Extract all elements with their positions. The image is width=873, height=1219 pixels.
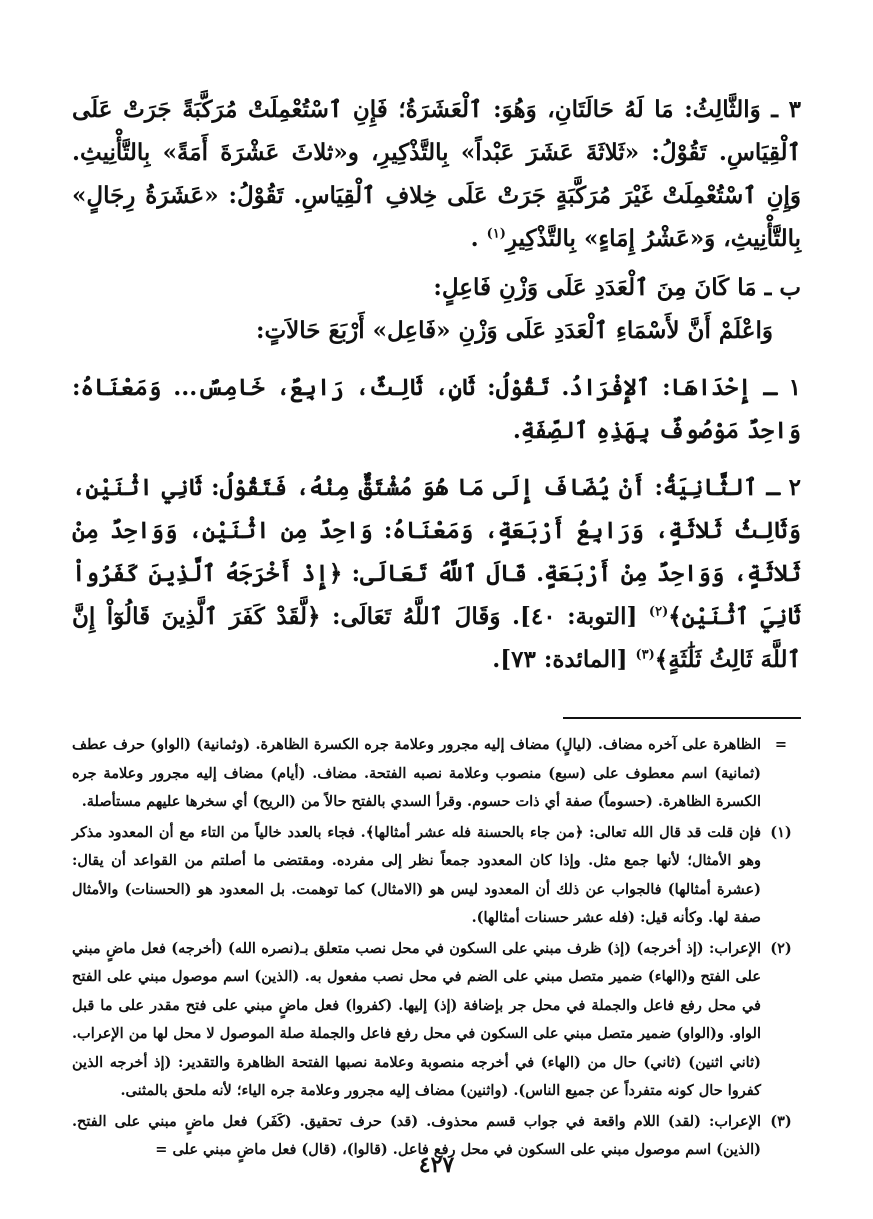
- footnote-text: الظاهرة على آخره مضاف. (ليالٍ) مضاف إليه مجرور وعلامة جره الكسرة الظاهرة. (وثمانية) (الواو) حرف عطف (ثمانية) اسم معطوف على (سبع) منصوب وعلامة نصبه الفتحة. مضاف. (أيام) مضاف إليه مجرور وعلامة جره الكسرة الظاهرة. (حسوماً) صفة أي ذات حسوم. وقرأ السدي بالفتح حالاً من (الريح) أي سخرها عليهم مستأصلة.: [72, 736, 761, 810]
- footnote-1: [72, 819, 801, 933]
- main-text: [72, 88, 801, 681]
- footnote-text: فإن قلت قد قال الله تعالى: ﴿من جاء بالحسنة فله عشر أمثالها﴾. فجاء بالعدد خالياً من التاء مع أن المعدود مذكر وهو الأمثال؛ لأنها جمع مثل. وإذا كان المعدود جمعاً نظر إلى مفرده. ومقتضى ما أصلتم من القواعد أن يقال: (عشرة أمثالها) فالجواب عن ذلك أن المعدود ليس هو (الامثال) كما توهمت. بل المعدود هو (الحسنات) والأمثال صفة لها. وكأنه قيل: (فله عشر حسنات أمثالها).: [72, 823, 761, 926]
- footnote-text: الإعراب: (إذ أخرجه) (إذ) ظرف مبني على السكون في محل نصب متعلق بـ(نصره الله) (أخرجه) فعل ماضٍ مبني على الفتح و(الهاء) ضمير متصل مبني على الضم في محل نصب مفعول به. (الذين) اسم موصول مبني على الفتح في محل رفع فاعل والجملة في محل جر بإضافة (إذ) إليها. (كفروا) فعل ماضٍ مبني على فتح مقدر على ما قبل الواو. و(الواو) ضمير متصل مبني على السكون في محل رفع فاعل والجملة صلة الموصول لا محل لها من الإعراب. (ثاني اثنين) (ثاني) حال من (الهاء) في أخرجه منصوبة وعلامة نصبها الفتحة الظاهرة والتقدير: (إذ أخرجه الذين كفروا حال كونه متفرداً عن جميع الناس). (واثنين) مضاف إليه مجرور وعلامة جره الياء؛ لأنه ملحق بالمثنى.: [72, 939, 761, 1099]
- footnote-ref-3: (٣): [635, 647, 655, 663]
- page-body: [72, 88, 801, 1167]
- footnote-ref-1: (١): [486, 226, 506, 242]
- footnote-text: الإعراب: (لقد) اللام واقعة في جواب قسم محذوف. (قد) حرف تحقيق. (كَفَر) فعل ماضٍ مبني على الفتح. (الذين) اسم موصول مبني على السكون في محل رفع فاعل. (قالوا)، (قال) فعل ماضٍ مبني على =: [72, 1112, 761, 1158]
- paragraph-second-state: ٢ ـ ٱلثَّانِيَةُ: أَنْ يُضَافَ إِلَى مَا هُوَ مُشْتَقٌّ مِنْهُ، فَتَقُوْلُ: ثَانِي اثْنَيْنِ، وَثَالِثُ ثَلاثَةٍ، وَرَابِعُ أَرْبَعَةٍ، وَمَعْنَاهُ: وَاحِدٌ مِن اثْنَيْنِ، وَوَاحِدٌ مِنْ ثَلاثَةٍ، وَوَاحِدٌ مِنْ أَرْبَعَةٍ. قَالَ ٱللَّهُ تَعَالَى: ﴿إِذْ أَخْرَجَهُ ٱلَّذِينَ كَفَرُواْ ثَانِيَ ٱثْنَيْنِ﴾$^{(٢)}$ [التوبة: ٤٠]. وَقَالَ ٱللَّهُ تَعَالَى: ﴿لَّقَدْ كَفَرَ ٱلَّذِينَ قَالُوٓاْ إِنَّ ٱللَّهَ ثَالِثُ ثَلَٰثَةٍ﴾$^{(٣)}$ [المائدة: ٧٣].: [72, 474, 802, 673]
- footnote-mark: (٢): [770, 939, 792, 957]
- footnote-ref-2: (٢): [648, 604, 669, 620]
- section-heading: ب ـ مَا كَانَ مِنَ ٱلْعَدَدِ عَلَى وَزْنِ فَاعِلٍ:: [433, 274, 801, 301]
- footnote-continued: [72, 731, 801, 817]
- footnote-mark: =: [774, 736, 788, 753]
- footnote-2: [72, 935, 801, 1106]
- footnotes: [72, 731, 801, 1165]
- paragraph-intro: وَاعْلَمْ أَنَّ لأَسْمَاءِ ٱلْعَدَدِ عَلَى وَزْنِ «فَاعِل» أَرْبَعَ حَالاَتٍ:: [255, 317, 773, 344]
- footnote-divider: [563, 717, 801, 719]
- paragraph-first-state: ١ ـ إِحْدَاهَا: ٱلإِفْرَادُ. تَقُوْلُ: ثَانٍ، ثَالِثٌ، رَابِعٌ، خَامِسٌ... وَمَعْنَاهُ: وَاحِدٌ مَوْصُوفٌ بِهَذِهِ ٱلصِّفَةِ.: [72, 374, 801, 444]
- footnote-mark: (٣): [770, 1112, 792, 1130]
- paragraph-tenth-rule: ٣ ـ وَالثَّالِثُ: مَا لَهُ حَالَتَانِ، وَهُوَ: ٱلْعَشَرَةُ؛ فَإِنِ ٱسْتُعْمِلَتْ مُرَكَّبَةً جَرَتْ عَلَى ٱلْقِيَاسِ. تَقُوْلُ: «ثَلاثَةَ عَشَرَ عَبْداً» بِالتَّذْكِيرِ، و«ثلاثَ عَشْرَةَ أَمَةً» بِالتَّأْنِيثِ. وَإِنِ ٱسْتُعْمِلَتْ غَيْرَ مُرَكَّبَةٍ جَرَتْ عَلَى خِلافِ ٱلْقِيَاسِ. تَقُوْلُ: «عَشَرَةُ رِجَالٍ» بِالتَّأْنِيثِ، وَ«عَشْرُ إِمَاءٍ» بِالتَّذْكِيرِ$^{(١)}$ .: [72, 96, 801, 252]
- footnote-mark: (١): [770, 823, 792, 841]
- page-number: ٤٢٧: [418, 1152, 455, 1178]
